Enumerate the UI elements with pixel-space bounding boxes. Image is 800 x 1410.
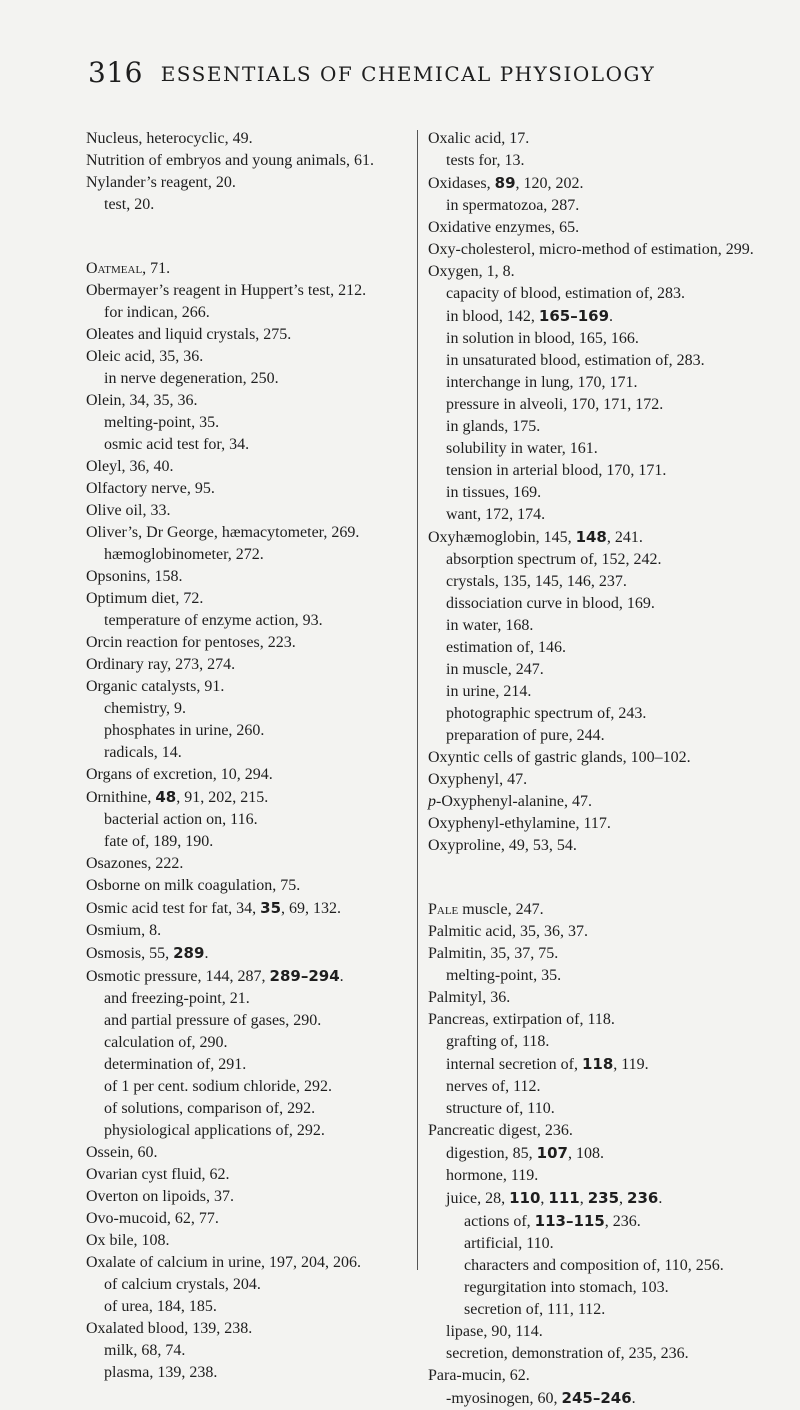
index-subentry: want, 172, 174.: [446, 506, 546, 523]
index-entry: Ovo-mucoid, 62, 77.: [86, 1210, 219, 1227]
index-subentry: test, 20.: [104, 196, 155, 213]
index-subentry: structure of, 110.: [446, 1100, 555, 1117]
index-subentry: calculation of, 290.: [104, 1034, 228, 1051]
index-entry: Palmitic acid, 35, 36, 37.: [428, 923, 588, 940]
index-entry: Para-mucin, 62.: [428, 1367, 530, 1384]
index-entry: Osmotic pressure, 144, 287, 289–294.: [86, 967, 344, 985]
index-entry: Osmosis, 55, 289.: [86, 944, 209, 962]
running-title: ESSENTIALS OF CHEMICAL PHYSIOLOGY: [160, 62, 656, 86]
index-subentry: of 1 per cent. sodium chloride, 292.: [104, 1078, 332, 1095]
index-entry: Optimum diet, 72.: [86, 590, 204, 607]
index-entry: Oxyproline, 49, 53, 54.: [428, 837, 577, 854]
index-subentry: for indican, 266.: [104, 304, 210, 321]
section-gap: [428, 857, 754, 899]
index-entry: Ordinary ray, 273, 274.: [86, 656, 236, 673]
index-entry: Ox bile, 108.: [86, 1232, 170, 1249]
index-subentry: characters and composition of, 110, 256.: [464, 1257, 724, 1274]
index-entry: Osborne on milk coagulation, 75.: [86, 877, 301, 894]
index-subentry: determination of, 291.: [104, 1056, 247, 1073]
index-subentry: in urine, 214.: [446, 683, 532, 700]
index-subentry: in spermatozoa, 287.: [446, 197, 580, 214]
index-entry: Nylander’s reagent, 20.: [86, 174, 236, 191]
index-entry: Oxyphenyl-ethylamine, 117.: [428, 815, 611, 832]
index-entry: Oatmeal, 71.: [86, 260, 171, 277]
index-entry: Oxidative enzymes, 65.: [428, 219, 580, 236]
index-subentry: solubility in water, 161.: [446, 440, 598, 457]
index-entry: Oxidases, 89, 120, 202.: [428, 174, 584, 192]
index-subentry: plasma, 139, 238.: [104, 1364, 218, 1381]
index-entry: Osmium, 8.: [86, 922, 162, 939]
index-subentry: pressure in alveoli, 170, 171, 172.: [446, 396, 664, 413]
index-entry: Oxygen, 1, 8.: [428, 263, 515, 280]
index-subentry: secretion of, 111, 112.: [464, 1301, 606, 1318]
index-subentry: of solutions, comparison of, 292.: [104, 1100, 316, 1117]
index-subentry: absorption spectrum of, 152, 242.: [446, 551, 662, 568]
index-subentry: digestion, 85, 107, 108.: [446, 1144, 604, 1162]
index-subentry: capacity of blood, estimation of, 283.: [446, 285, 686, 302]
index-entry: Pale muscle, 247.: [428, 901, 544, 918]
index-subentry: chemistry, 9.: [104, 700, 187, 717]
index-entry: Oxalated blood, 139, 238.: [86, 1320, 253, 1337]
index-entry: Oxyntic cells of gastric glands, 100–102.: [428, 749, 691, 766]
index-subentry: in muscle, 247.: [446, 661, 544, 678]
index-entry: Palmityl, 36.: [428, 989, 511, 1006]
index-subentry: nerves of, 112.: [446, 1078, 541, 1095]
index-entry: Oxalate of calcium in urine, 197, 204, 206.: [86, 1254, 362, 1271]
index-subentry: temperature of enzyme action, 93.: [104, 612, 323, 629]
index-subentry: -myosinogen, 60, 245–246.: [446, 1389, 636, 1407]
index-subentry: of calcium crystals, 204.: [104, 1276, 261, 1293]
index-subentry: physiological applications of, 292.: [104, 1122, 325, 1139]
index-subentry: preparation of pure, 244.: [446, 727, 605, 744]
index-subentry: in blood, 142, 165–169.: [446, 307, 614, 325]
index-subentry: hæmoglobinometer, 272.: [104, 546, 264, 563]
index-subentry: hormone, 119.: [446, 1167, 539, 1184]
index-subentry: fate of, 189, 190.: [104, 833, 214, 850]
index-subentry: and partial pressure of gases, 290.: [104, 1012, 322, 1029]
index-entry: Oleic acid, 35, 36.: [86, 348, 204, 365]
index-entry: Organic catalysts, 91.: [86, 678, 225, 695]
index-subentry: in water, 168.: [446, 617, 534, 634]
index-entry: Oliver’s, Dr George, hæmacytometer, 269.: [86, 524, 360, 541]
index-column-left: [86, 128, 406, 1384]
index-subentry: and freezing-point, 21.: [104, 990, 250, 1007]
page-number: 316: [88, 56, 143, 89]
index-subentry: artificial, 110.: [464, 1235, 554, 1252]
index-entry: Ossein, 60.: [86, 1144, 158, 1161]
index-entry: Palmitin, 35, 37, 75.: [428, 945, 559, 962]
index-subentry: in unsaturated blood, estimation of, 283.: [446, 352, 705, 369]
index-subentry: lipase, 90, 114.: [446, 1323, 543, 1340]
index-subentry: in tissues, 169.: [446, 484, 542, 501]
index-subentry: in glands, 175.: [446, 418, 541, 435]
index-subentry: grafting of, 118.: [446, 1033, 550, 1050]
index-subentry: in solution in blood, 165, 166.: [446, 330, 639, 347]
index-subentry: internal secretion of, 118, 119.: [446, 1055, 649, 1073]
index-subentry: estimation of, 146.: [446, 639, 566, 656]
index-subentry: photographic spectrum of, 243.: [446, 705, 647, 722]
index-entry: Olein, 34, 35, 36.: [86, 392, 198, 409]
index-subentry: regurgitation into stomach, 103.: [464, 1279, 669, 1296]
index-subentry: tension in arterial blood, 170, 171.: [446, 462, 667, 479]
index-subentry: secretion, demonstration of, 235, 236.: [446, 1345, 689, 1362]
index-entry: Opsonins, 158.: [86, 568, 183, 585]
index-subentry: radicals, 14.: [104, 744, 182, 761]
page-header: [88, 56, 728, 96]
index-entry: Ornithine, 48, 91, 202, 215.: [86, 788, 269, 806]
index-subentry: dissociation curve in blood, 169.: [446, 595, 655, 612]
index-subentry: bacterial action on, 116.: [104, 811, 258, 828]
index-subentry: crystals, 135, 145, 146, 237.: [446, 573, 627, 590]
index-entry: Nutrition of embryos and young animals, 61.: [86, 152, 374, 169]
index-subentry: tests for, 13.: [446, 152, 525, 169]
index-subentry: milk, 68, 74.: [104, 1342, 186, 1359]
index-subentry: of urea, 184, 185.: [104, 1298, 217, 1315]
index-entry: Oxyphenyl, 47.: [428, 771, 528, 788]
index-subentry: actions of, 113–115, 236.: [464, 1212, 641, 1230]
index-entry: p-Oxyphenyl-alanine, 47.: [428, 793, 592, 810]
index-entry: Overton on lipoids, 37.: [86, 1188, 234, 1205]
column-divider: [417, 130, 418, 1270]
index-entry: Organs of excretion, 10, 294.: [86, 766, 273, 783]
index-entry: Oxy-cholesterol, micro-method of estimation, 299.: [428, 241, 754, 258]
index-column-right: [428, 128, 754, 1410]
index-entry: Ovarian cyst fluid, 62.: [86, 1166, 230, 1183]
index-entry: Oleyl, 36, 40.: [86, 458, 174, 475]
index-entry: Olfactory nerve, 95.: [86, 480, 215, 497]
index-entry: Pancreas, extirpation of, 118.: [428, 1011, 615, 1028]
index-subentry: melting-point, 35.: [446, 967, 562, 984]
index-entry: Oleates and liquid crystals, 275.: [86, 326, 292, 343]
index-subentry: phosphates in urine, 260.: [104, 722, 265, 739]
index-entry: Pancreatic digest, 236.: [428, 1122, 573, 1139]
index-entry: Obermayer’s reagent in Huppert’s test, 212.: [86, 282, 367, 299]
index-entry: Oxalic acid, 17.: [428, 130, 530, 147]
index-subentry: juice, 28, 110, 111, 235, 236.: [446, 1189, 663, 1207]
index-subentry: interchange in lung, 170, 171.: [446, 374, 638, 391]
index-subentry: osmic acid test for, 34.: [104, 436, 250, 453]
index-entry: Osmic acid test for fat, 34, 35, 69, 132.: [86, 899, 342, 917]
index-entry: Osazones, 222.: [86, 855, 184, 872]
index-entry: Nucleus, heterocyclic, 49.: [86, 130, 253, 147]
index-entry: Orcin reaction for pentoses, 223.: [86, 634, 296, 651]
section-gap: [86, 216, 406, 258]
index-subentry: melting-point, 35.: [104, 414, 220, 431]
index-entry: Oxyhæmoglobin, 145, 148, 241.: [428, 528, 643, 546]
index-entry: Olive oil, 33.: [86, 502, 171, 519]
index-subentry: in nerve degeneration, 250.: [104, 370, 279, 387]
